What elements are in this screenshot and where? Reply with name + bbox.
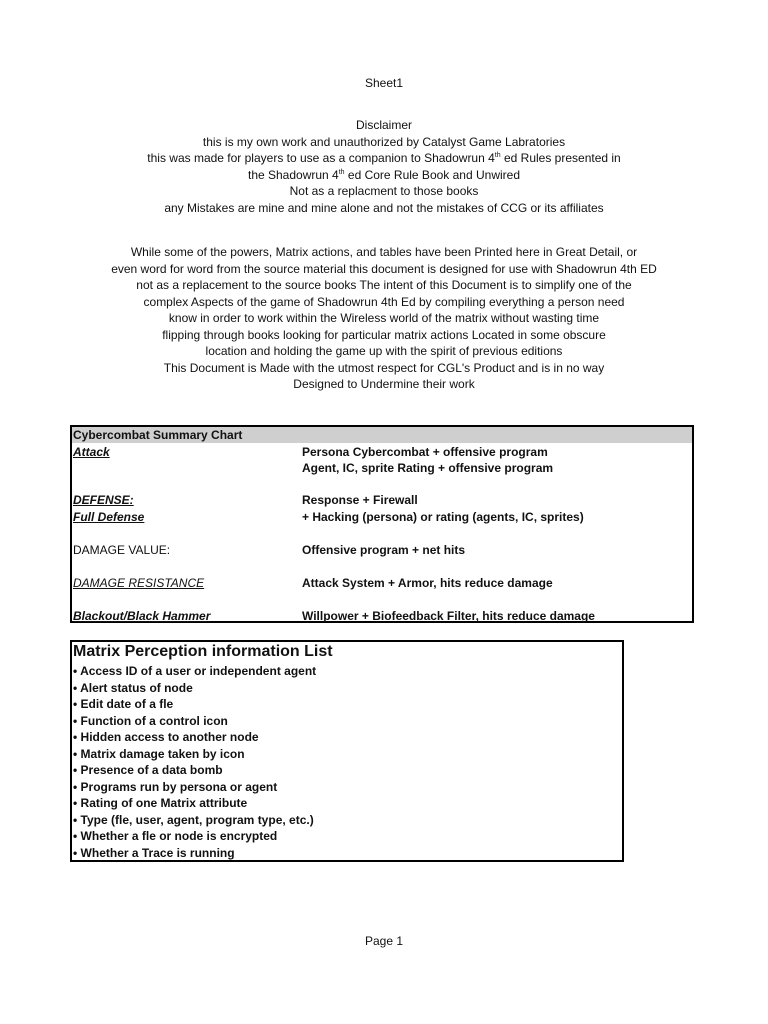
attack-row	[72, 444, 692, 460]
full-defense-row	[72, 509, 692, 525]
list-item: • Whether a Trace is running	[73, 845, 235, 860]
defense-value: Response + Firewall	[302, 493, 418, 507]
intro-line: not as a replacement to the source books The intent of this Document is to simplify one of the	[136, 278, 632, 292]
attack-label: Attack	[73, 445, 110, 459]
intro-line: complex Aspects of the game of Shadowrun 4th Ed by compiling everything a person need	[143, 294, 625, 309]
list-item: • Access ID of a user or independent agent	[73, 664, 317, 678]
cybercombat-summary-chart	[70, 425, 694, 623]
matrix-perception-title: Matrix Perception information List	[73, 643, 333, 660]
blackout-value: Willpower + Biofeedback Filter, hits reduce damage	[302, 609, 595, 623]
disclaimer-title: Disclaimer	[355, 118, 412, 132]
blackout-row	[72, 608, 692, 624]
attack-value-agent: Agent, IC, sprite Rating + offensive program	[302, 461, 554, 475]
attack-value-persona: Persona Cybercombat + offensive program	[302, 445, 548, 459]
damage-value-value: Offensive program + net hits	[302, 543, 466, 557]
list-item: • Programs run by persona or agent	[73, 779, 278, 794]
intro-line: even word for word from the source material this document is designed for use with Shadowrun 4th ED	[111, 261, 657, 276]
intro-line: location and holding the game up with the spirit of previous editions	[205, 344, 563, 358]
list-item: • Function of a control icon	[73, 713, 228, 728]
intro-paragraph	[0, 244, 768, 393]
list-item: • Alert status of node	[73, 680, 193, 695]
blackout-label: Blackout/Black Hammer	[73, 609, 211, 623]
full-defense-value: + Hacking (persona) or rating (agents, IC, sprites)	[302, 510, 584, 524]
defense-label: DEFENSE:	[73, 493, 134, 507]
defense-row	[72, 492, 692, 508]
intro-line: While some of the powers, Matrix actions, and tables have been Printed here in Great Detail, or	[130, 245, 638, 259]
disclaimer-line-2: this was made for players to use as a companion to Shadowrun 4th ed Rules presented in	[147, 151, 621, 165]
damage-resistance-value: Attack System + Armor, hits reduce damage	[302, 576, 553, 590]
intro-line: This Document is Made with the utmost respect for CGL's Product and is in no way	[163, 360, 605, 375]
full-defense-label: Full Defense	[73, 510, 145, 524]
list-item: • Edit date of a fle	[73, 697, 174, 711]
damage-value-label: DAMAGE VALUE:	[73, 543, 171, 557]
intro-line: Designed to Undermine their work	[293, 377, 475, 391]
sheet-title: Sheet1	[364, 76, 404, 90]
cybercombat-title: Cybercombat Summary Chart	[72, 427, 692, 443]
damage-resistance-row	[72, 575, 692, 591]
disclaimer-line-1: this is my own work and unauthorized by Catalyst Game Labratories	[202, 134, 566, 149]
disclaimer-line-3: the Shadowrun 4th ed Core Rule Book and Unwired	[247, 167, 520, 182]
damage-value-row	[72, 542, 692, 558]
matrix-perception-list	[70, 640, 624, 862]
list-item: • Type (fle, user, agent, program type, etc.)	[73, 812, 314, 827]
list-item: • Hidden access to another node	[73, 730, 259, 744]
list-item: • Presence of a data bomb	[73, 763, 223, 777]
list-item: • Rating of one Matrix attribute	[73, 796, 248, 810]
damage-resistance-label: DAMAGE RESISTANCE	[73, 576, 205, 590]
disclaimer-line-4: Not as a replacment to those books	[289, 184, 479, 198]
intro-line: know in order to work within the Wireless world of the matrix without wasting time	[168, 311, 600, 325]
list-item: • Matrix damage taken by icon	[73, 746, 245, 761]
attack-row-2	[72, 460, 692, 476]
list-item: • Whether a fle or node is encrypted	[73, 829, 278, 843]
intro-line: flipping through books looking for particular matrix actions Located in some obscure	[162, 327, 606, 342]
disclaimer-line-5: any Mistakes are mine and mine alone and not the mistakes of CCG or its affiliates	[164, 200, 604, 215]
disclaimer-block	[0, 117, 768, 216]
page-number: Page 1	[364, 934, 404, 948]
